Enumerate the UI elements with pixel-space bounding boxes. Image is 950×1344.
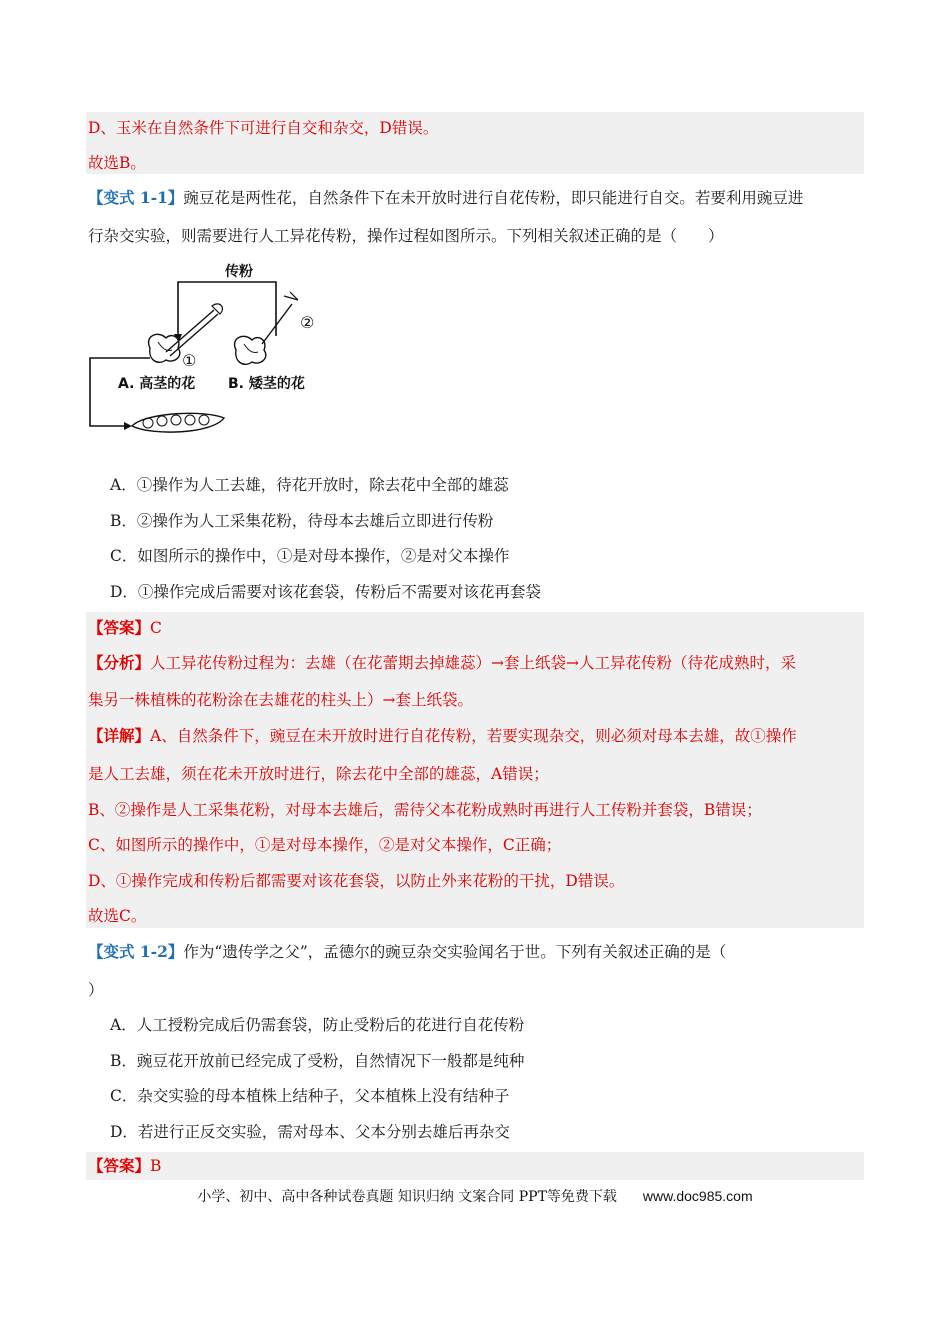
footer-text: 小学、初中、高中各种试卷真题 知识归纳 文案合同 PPT等免费下载 xyxy=(197,1189,617,1205)
q1-detail-b: B、②操作是人工采集花粉，对母本去雄后，需待父本花粉成熟时再进行人工传粉并套袋，B错误； xyxy=(88,801,762,819)
q1-analysis-tag: 【分析】 xyxy=(88,653,151,672)
q1-detail-text1: A、自然条件下，豌豆在未开放时进行自花传粉，若要实现杂交，则必须对母本去雄，故①操作 xyxy=(150,727,797,745)
footer-url[interactable]: www.doc985.com xyxy=(642,1188,753,1204)
q1-stem-text1: 豌豆花是两性花，自然条件下在未开放时进行自花传粉，即只能进行自交。若要利用豌豆进 xyxy=(183,189,804,207)
pod-arrow-head xyxy=(124,422,132,430)
q2-option-a: A．人工授粉完成后仍需套袋，防止受粉后的花进行自花传粉 xyxy=(110,1016,525,1034)
q2-option-b: B．豌豆花开放前已经完成了受粉，自然情况下一般都是纯种 xyxy=(110,1052,525,1070)
q1-option-a: A．①操作为人工去雄，待花开放时，除去花中全部的雄蕊 xyxy=(110,476,509,494)
prev-conclusion: 故选B。 xyxy=(88,154,146,172)
figure-label-b: B. 矮茎的花 xyxy=(228,376,305,392)
q1-detail-line2: 是人工去雄，须在花未开放时进行，除去花中全部的雄蕊，A错误； xyxy=(88,765,549,783)
pod-arrow-line xyxy=(90,358,150,426)
q2-option-c: C．杂交实验的母本植株上结种子，父本植株上没有结种子 xyxy=(110,1087,510,1105)
q1-stem-line2: 行杂交实验，则需要进行人工异花传粉，操作过程如图所示。下列相关叙述正确的是（ ） xyxy=(88,227,724,245)
q1-stem-line1 xyxy=(88,180,864,216)
figure-mark-1: ① xyxy=(182,351,197,370)
q1-analysis-text1: 人工异花传粉过程为：去雄（在花蕾期去掉雄蕊）→套上纸袋→人工异花传粉（待花成熟时，采 xyxy=(150,654,796,672)
prev-detail-d: D、玉米在自然条件下可进行自交和杂交，D错误。 xyxy=(88,119,439,137)
q1-option-b: B．②操作为人工采集花粉，待母本去雄后立即进行传粉 xyxy=(110,512,494,530)
q1-answer-value: C xyxy=(150,619,162,637)
q1-detail-tag: 【详解】 xyxy=(88,726,151,745)
q1-detail-d: D、①操作完成和传粉后都需要对该花套袋，以防止外来花粉的干扰，D错误。 xyxy=(88,872,625,890)
q1-conclusion: 故选C。 xyxy=(88,907,147,925)
q1-option-c: C．如图所示的操作中，①是对母本操作，②是对父本操作 xyxy=(110,547,510,565)
figure-label-a: A. 高茎的花 xyxy=(118,376,196,392)
q2-stem-line2: ） xyxy=(88,981,104,999)
page-footer xyxy=(0,1186,950,1206)
figure-top-label: 传粉 xyxy=(225,264,253,280)
q2-answer-tag: 【答案】 xyxy=(88,1156,151,1175)
q2-answer xyxy=(88,1148,864,1184)
q2-stem-line1 xyxy=(88,934,864,970)
figure-mark-2: ② xyxy=(300,313,315,332)
q1-detail-c: C、如图所示的操作中，①是对母本操作，②是对父本操作，C正确； xyxy=(88,836,562,854)
q1-answer xyxy=(88,610,864,646)
q2-answer-value: B xyxy=(150,1157,162,1175)
q1-analysis-line2: 集另一株植株的花粉涂在去雄花的柱头上）→套上纸袋。 xyxy=(88,691,473,709)
q1-answer-tag: 【答案】 xyxy=(88,618,151,637)
q2-option-d: D．若进行正反交实验，需对母本、父本分别去雄后再杂交 xyxy=(110,1123,510,1141)
flower-b-drawing xyxy=(235,292,298,364)
q1-analysis-line1 xyxy=(88,645,864,681)
pea-pod-drawing xyxy=(132,413,224,432)
pollination-diagram xyxy=(86,256,332,436)
q1-option-d: D．①操作完成后需要对该花套袋，传粉后不需要对该花再套袋 xyxy=(110,583,541,601)
q1-detail-line1 xyxy=(88,718,864,754)
q1-tag: 【变式 1-1】 xyxy=(88,188,184,207)
q2-stem-text1: 作为“遗传学之父”，孟德尔的豌豆杂交实验闻名于世。下列有关叙述正确的是（ xyxy=(183,943,727,961)
q2-tag: 【变式 1-2】 xyxy=(88,942,184,961)
